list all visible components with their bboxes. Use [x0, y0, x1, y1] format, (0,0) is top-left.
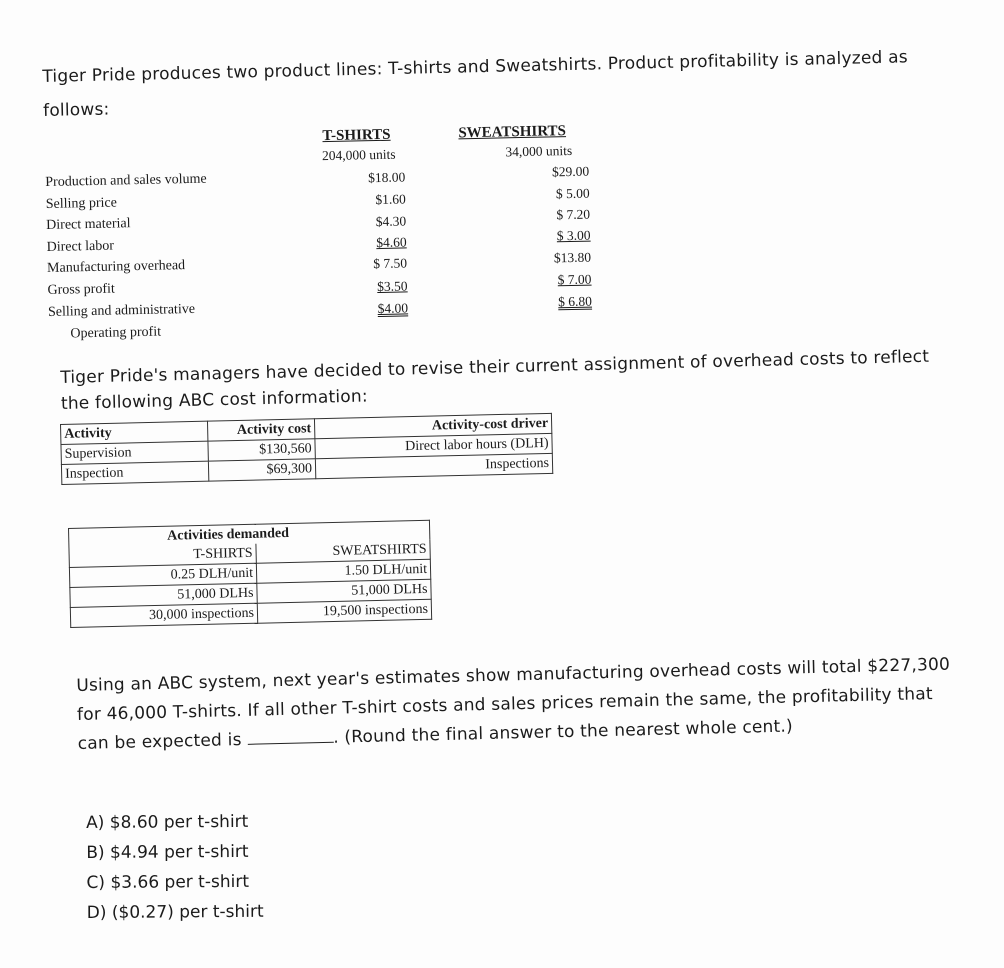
- row-label: Selling price: [45, 195, 118, 212]
- row-label: Direct material: [46, 216, 131, 233]
- sweatshirts-value: $ 6.80: [558, 293, 593, 310]
- sweatshirts-value: $ 7.20: [556, 206, 591, 223]
- header-cost-driver: Activity-cost driver: [314, 413, 551, 438]
- row-label: Operating profit: [70, 324, 162, 342]
- table-cell: $69,300: [208, 459, 315, 481]
- table-cell: Inspections: [315, 453, 552, 478]
- table-cell: $130,560: [208, 439, 315, 461]
- tshirts-value: $18.00: [367, 169, 406, 186]
- tshirts-value: $4.30: [375, 213, 407, 230]
- header-tshirts: T-SHIRTS: [69, 544, 256, 568]
- question-text: Using an ABC system, next year's estimates show manufacturing overhead costs will total $227,300 for 46,000 T-shirts. If all other T-shirt costs and sales prices remain the same, the profitability that can be expected is: [76, 654, 951, 754]
- sweatshirts-value: $ 5.00: [555, 185, 590, 202]
- table-cell: 30,000 inspections: [70, 603, 257, 627]
- table-cell: 1.50 DLH/unit: [256, 559, 430, 583]
- option-b[interactable]: B) $4.94 per t-shirt: [86, 841, 249, 863]
- row-label: Direct labor: [46, 238, 115, 255]
- table-cell: 19,500 inspections: [257, 599, 431, 623]
- tshirts-value: $ 7.50: [373, 255, 408, 272]
- tshirts-value: $3.50: [377, 278, 408, 295]
- answer-blank: [247, 728, 333, 745]
- sweatshirts-value: $29.00: [551, 163, 590, 180]
- tshirts-value: $4.00: [377, 300, 409, 317]
- table-cell: 51,000 DLHs: [257, 579, 431, 603]
- answer-options: [86, 807, 264, 928]
- table-title: Activities demanded: [69, 520, 430, 548]
- table-cell: 0.25 DLH/unit: [69, 563, 256, 587]
- header-activity-cost: Activity cost: [207, 419, 314, 441]
- header-activity: Activity: [61, 421, 208, 444]
- tshirts-volume: 204,000 units: [321, 146, 396, 164]
- question-paragraph: [76, 650, 958, 758]
- sweatshirts-volume: 34,000 units: [505, 142, 573, 160]
- tshirts-header: T-SHIRTS: [322, 126, 391, 145]
- question-rounding-note: . (Round the final answer to the nearest whole cent.): [332, 716, 794, 748]
- sweatshirts-value: $ 3.00: [556, 227, 591, 244]
- option-a[interactable]: A) $8.60 per t-shirt: [86, 811, 249, 833]
- option-c[interactable]: C) $3.66 per t-shirt: [86, 871, 250, 893]
- row-label: Selling and administrative: [47, 301, 196, 320]
- activities-demanded-table: [68, 520, 432, 628]
- sweatshirts-value: $13.80: [553, 249, 592, 266]
- intro-paragraph: Tiger Pride produces two product lines: T-shirts and Sweatshirts. Product profitability is analyzed as follows:: [42, 47, 909, 121]
- abc-intro-paragraph: Tiger Pride's managers have decided to revise their current assignment of overhead costs to reflect the following ABC cost information:: [60, 346, 930, 414]
- row-label: Manufacturing overhead: [46, 258, 186, 276]
- row-label: Gross profit: [47, 281, 115, 298]
- profitability-table: [44, 108, 629, 350]
- tshirts-value: $1.60: [375, 191, 406, 208]
- table-cell: 51,000 DLHs: [70, 583, 257, 607]
- sweatshirts-header: SWEATSHIRTS: [458, 123, 567, 142]
- sweatshirts-value: $ 7.00: [557, 271, 592, 288]
- row-label: Production and sales volume: [45, 171, 207, 190]
- table-cell: Inspection: [61, 461, 208, 484]
- abc-cost-table: [60, 413, 553, 485]
- option-d[interactable]: D) ($0.27) per t-shirt: [86, 901, 264, 923]
- tshirts-value: $4.60: [376, 234, 407, 251]
- table-cell: Supervision: [61, 441, 208, 464]
- header-sweatshirts: SWEATSHIRTS: [256, 540, 430, 563]
- table-cell: Direct labor hours (DLH): [315, 433, 552, 458]
